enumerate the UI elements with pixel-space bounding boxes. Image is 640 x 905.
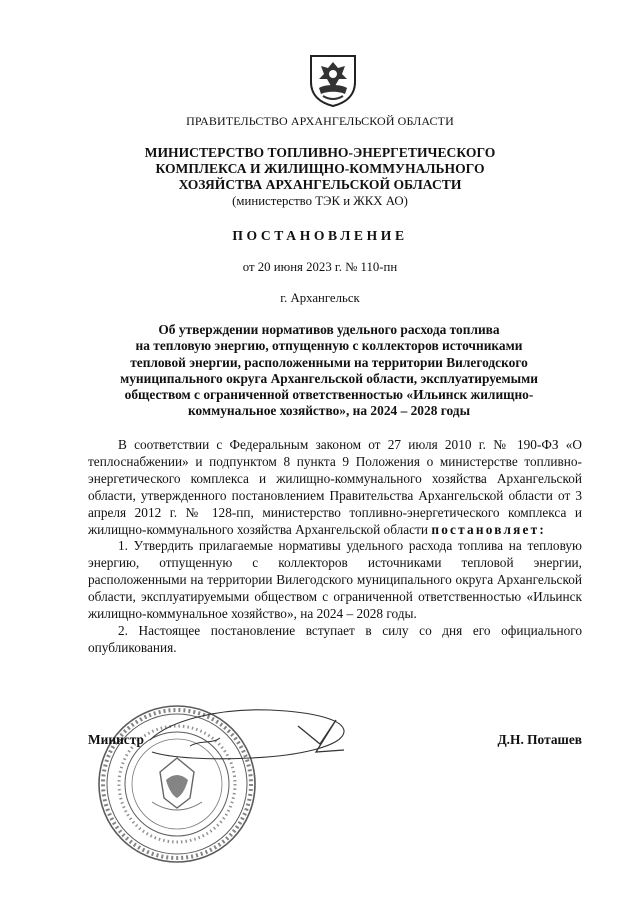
document-city: г. Архангельск xyxy=(280,291,360,305)
item-2-paragraph: 2. Настоящее постановление вступает в силу со дня его официального опубликования. xyxy=(88,622,582,655)
government-name: ПРАВИТЕЛЬСТВО АРХАНГЕЛЬСКОЙ ОБЛАСТИ xyxy=(186,114,454,128)
title-line: тепловой энергии, расположенными на территории Вилегодского xyxy=(130,354,528,370)
coat-of-arms-icon xyxy=(305,52,361,108)
handwritten-signature xyxy=(130,700,360,780)
ministry-name xyxy=(0,145,640,193)
title-line: обществом с ограниченной ответственностью «Ильинск жилищно- xyxy=(124,387,534,403)
signatory-title: Министр xyxy=(88,732,144,747)
document-type: ПОСТАНОВЛЕНИЕ xyxy=(232,228,408,243)
ministry-short-name: (министерство ТЭК и ЖКХ АО) xyxy=(232,194,408,208)
decree-word: постановляет: xyxy=(431,521,546,537)
ministry-line: КОМПЛЕКСА И ЖИЛИЩНО-КОММУНАЛЬНОГО xyxy=(155,161,485,176)
title-line: коммунальное хозяйство», на 2024 – 2028 годы xyxy=(187,403,471,419)
title-line: Об утверждении нормативов удельного расхода топлива xyxy=(158,322,500,337)
title-line: муниципального округа Архангельской области, эксплуатируемыми xyxy=(120,370,538,386)
preamble-paragraph xyxy=(88,437,582,538)
ministry-line: ХОЗЯЙСТВА АРХАНГЕЛЬСКОЙ ОБЛАСТИ xyxy=(178,177,462,192)
title-line: на тепловую энергию, отпущенную с коллекторов источниками xyxy=(135,338,523,354)
document-body xyxy=(88,437,582,657)
document-date-number: от 20 июня 2023 г. № 110-пн xyxy=(242,260,398,274)
preamble-text: В соответствии с Федеральным законом от 27 июля 2010 г. № 190-ФЗ «О теплоснабжении» и подпунктом 8 пункта 9 Положения о министерстве топливно-энергетического комплекса и жилищно-коммунального хозяйства Архангельской области, утвержденного постановлением Правительства Архангельской области от 3 апреля 2012 г. № 128-пп, министерство топливно-энергетического комплекса и жилищно-коммунального хозяйства Архангельской области xyxy=(88,437,582,537)
item-1-paragraph: 1. Утвердить прилагаемые нормативы удельного расхода топлива на тепловую энергию, отпущенную с коллекторов источниками тепловой энергии, расположенными на территории Вилегодского муниципального округа Архангельской области, эксплуатируемыми обществом с ограниченной ответственностью «Ильинск жилищно-коммунальное хозяйство», на 2024 – 2028 годы. xyxy=(88,538,582,622)
document-title xyxy=(84,322,574,420)
ministry-line: МИНИСТЕРСТВО ТОПЛИВНО-ЭНЕРГЕТИЧЕСКОГО xyxy=(144,145,496,160)
signatory-name: Д.Н. Поташев xyxy=(497,732,582,747)
